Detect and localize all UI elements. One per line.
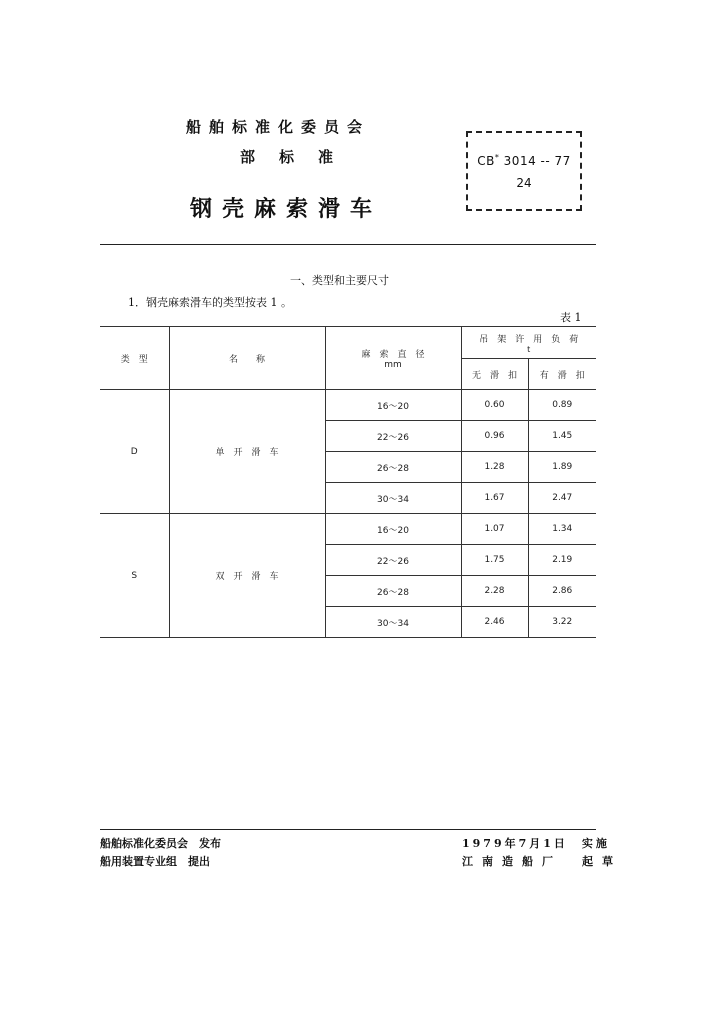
table-row: [100, 514, 596, 545]
footer-implementation-date: 1979年7月1日 实施: [462, 837, 610, 850]
pulley-type-table: [100, 326, 596, 638]
header-with-hook: 有 滑 扣: [528, 359, 596, 390]
cell-load-without-hook: 0.96: [461, 421, 528, 452]
header-type: 类 型: [100, 327, 169, 390]
cell-load-with-hook: 1.34: [528, 514, 596, 545]
footer-drafter: 江南造船厂 起草: [462, 855, 622, 868]
cell-diameter: 30～34: [325, 607, 461, 638]
committee-name: 船舶标准化委员会: [186, 118, 371, 136]
cell-load-without-hook: 1.75: [461, 545, 528, 576]
header-load: [461, 327, 596, 359]
cell-load-without-hook: 1.28: [461, 452, 528, 483]
cell-load-without-hook: 2.46: [461, 607, 528, 638]
table-row: [100, 390, 596, 421]
section-heading: 一、类型和主要尺寸: [290, 274, 389, 287]
cell-diameter: 22～26: [325, 545, 461, 576]
cell-diameter: 16～20: [325, 514, 461, 545]
standard-code-number: 3014 -- 77: [503, 154, 571, 168]
header-name: 名 称: [169, 327, 325, 390]
cell-load-with-hook: 1.45: [528, 421, 596, 452]
cell-name: 双 开 滑 车: [169, 514, 325, 638]
cell-diameter: 26～28: [325, 576, 461, 607]
header-divider: [100, 244, 596, 245]
cell-load-with-hook: 0.89: [528, 390, 596, 421]
footer-publisher: 船舶标准化委员会 发布: [100, 837, 221, 850]
header-diameter: [325, 327, 461, 390]
cell-name: 单 开 滑 车: [169, 390, 325, 514]
cell-diameter: 30～34: [325, 483, 461, 514]
footer-divider: [100, 829, 596, 830]
cell-load-without-hook: 1.67: [461, 483, 528, 514]
document-title: 钢壳麻索滑车: [190, 196, 383, 222]
cell-diameter: 26～28: [325, 452, 461, 483]
cell-load-with-hook: 2.47: [528, 483, 596, 514]
standard-code: [468, 153, 580, 168]
standard-code-box: [466, 131, 582, 211]
cell-load-without-hook: 1.07: [461, 514, 528, 545]
cell-load-with-hook: 2.86: [528, 576, 596, 607]
cell-load-without-hook: 2.28: [461, 576, 528, 607]
header-diameter-label: 麻 索 直 径: [361, 349, 425, 360]
page-number: 24: [516, 176, 532, 190]
section-paragraph: 1．钢壳麻索滑车的类型按表 1 。: [128, 296, 292, 309]
header-load-unit: t: [527, 344, 531, 354]
header-load-label: 吊 架 许 用 负 荷: [479, 334, 579, 345]
table-body: [100, 390, 596, 638]
standard-code-prefix: CB*: [477, 153, 500, 168]
cell-type: S: [100, 514, 169, 638]
ministry-standard-label: 部标准: [240, 148, 358, 166]
cell-load-with-hook: 3.22: [528, 607, 596, 638]
cell-diameter: 22～26: [325, 421, 461, 452]
footer-proposer: 船用装置专业组 提出: [100, 855, 210, 868]
cell-diameter: 16～20: [325, 390, 461, 421]
table-header-row: [100, 327, 596, 359]
header-diameter-unit: mm: [384, 359, 402, 370]
cell-load-without-hook: 0.60: [461, 390, 528, 421]
cell-load-with-hook: 2.19: [528, 545, 596, 576]
cell-type: D: [100, 390, 169, 514]
header-without-hook: 无 滑 扣: [461, 359, 528, 390]
cell-load-with-hook: 1.89: [528, 452, 596, 483]
table-label: 表 1: [560, 311, 582, 324]
